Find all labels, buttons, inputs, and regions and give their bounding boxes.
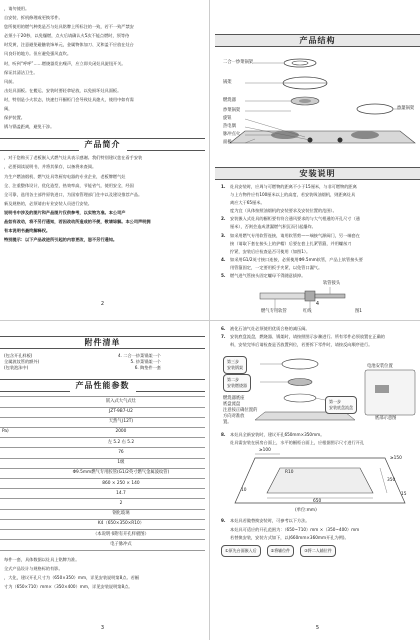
dim-150: ≥150 xyxy=(390,456,402,462)
label-orientation-note: 注意按正确位置的 xyxy=(223,408,258,414)
safety-line: ，请勿使用。 xyxy=(4,6,30,11)
spec-label xyxy=(0,540,37,550)
section-title: 安装说明 xyxy=(294,168,342,180)
safety-line: 您所使用的燃气种类是否与灶具铭牌上所标注的一致，若不一致严禁安 xyxy=(4,24,134,30)
install-step: 厘米），否则会造成泄漏燃气积沉而引起爆炸。 xyxy=(230,224,316,230)
intro-line: 新及规格的，必须请由专业安装人员进行安装。 xyxy=(4,200,92,206)
spec-label xyxy=(0,458,37,468)
spec-row xyxy=(0,417,205,427)
install-step: 若替换安装，安装方式如下，以(660mm×360mm开孔为例)。 xyxy=(230,534,349,540)
install-step: 离应大于65厘米。 xyxy=(230,200,265,206)
figure-label: 图1 xyxy=(355,309,363,315)
page-4 xyxy=(215,0,420,316)
spec-label xyxy=(0,479,37,489)
section-title: 产品性能参数 xyxy=(70,380,136,392)
safety-line: 自安装、拆机修理或更换零件。 xyxy=(4,15,63,21)
swap-note: ③将二人辅位件 xyxy=(300,545,336,557)
step-8 xyxy=(215,432,420,446)
accessory-row: (包含开孔样板) 4. 二合一炒菜锅架一个 xyxy=(4,353,161,358)
dim-350: 350 xyxy=(387,478,396,484)
section-header-accessories xyxy=(0,336,205,349)
spec-row xyxy=(0,448,205,458)
label-orientation-note: 方向对准放 xyxy=(223,414,245,420)
safety-line: 时发黄，注意避免碰触装饰单元，金属物体加刀、叉和盖不应放在灶台 xyxy=(4,42,134,48)
label-right-wok-support: 炒菜锅架 xyxy=(397,106,415,111)
spec-value: 2 xyxy=(37,499,205,509)
intro-line: 全、注重整体设计，优化造型，热效率高，节能省气，使用安全，经国 xyxy=(4,182,134,188)
install-step: 3. 如采用燃气专用软管连接，请用软管剪——端接气源阀门，另一端套在 xyxy=(221,232,360,238)
spec-footnotes xyxy=(0,557,205,590)
bold-note: 有本说明书最终解释权。 xyxy=(4,228,51,234)
structure-diagram xyxy=(215,51,420,163)
spec-value: 2000 xyxy=(37,427,205,437)
page-number: 4 xyxy=(315,300,320,307)
section-title: 附件清单 xyxy=(79,337,127,349)
intro-line: 为生产燃油烟机、燃气灶具等厨房电器的专业企业，老板牌燃气灶 xyxy=(4,173,126,179)
callout-step1: 第一步 安装底盘流盘 xyxy=(325,396,357,414)
spec-row xyxy=(0,397,205,407)
spec-value: 钢化玻璃 xyxy=(37,509,205,519)
label-pot-support: 锅架 xyxy=(223,80,232,85)
spec-value: 14.7 xyxy=(37,489,205,499)
page-number: 2 xyxy=(100,300,105,307)
install-steps xyxy=(215,184,420,279)
bold-note: 说明书中涉及的图片和产品图片仅供参考，以实物为准。本公司产 xyxy=(4,209,126,215)
spec-row xyxy=(0,438,205,448)
install-step: 度为宜（具体按照油烟机的安装要求及安装位置的范围）。 xyxy=(230,208,337,214)
dim-10: 10 xyxy=(241,488,247,494)
intro-text xyxy=(0,155,205,243)
safety-line: 风前。 xyxy=(4,78,17,84)
spec-value: 天然气(12T) xyxy=(37,417,205,427)
swap-notes xyxy=(215,543,420,559)
section-title: 产品结构 xyxy=(294,35,342,47)
structure-illustration xyxy=(215,51,420,163)
bold-note: 品如有改动，将不另行通知，若因改动所造成的不便，敬请谅解。本公司声明拥 xyxy=(4,218,151,224)
install-step: 7. 安装底盘流盘，燃烧器、锅架时，请按照图示步骤进行。所有零件必须放置在正确的 xyxy=(221,334,385,340)
footnote: ，大化，建议开孔尺寸为（650×350）mm，详见安装说明第8点。若橱 xyxy=(4,574,140,580)
bold-note: 特别提示：以下产品改进所引起的内容更改，恕不另行通知。 xyxy=(4,237,118,243)
safety-line: 必须小于20秒，以免爆燃，点火后请确认火5次不能点燃时，须等待 xyxy=(4,33,130,39)
install-step: 8. 本灶具全新安装时，建议开孔650mm×350mm。 xyxy=(221,432,325,438)
page-3 xyxy=(0,324,205,640)
label-panel: 面板 xyxy=(223,140,232,145)
install-step: 1. 灶具安装时，应周与可燃物的距离不小于15厘米，与非可燃物的距离 xyxy=(221,184,357,189)
install-step: 4. 如采用G1/2英寸接口连接，必须使用Φ9.5mm软管，产品上软管接头要 xyxy=(221,256,363,262)
label-hose-connector: 软管接头 xyxy=(323,281,341,287)
intro-line: 全可靠，选用各主部件原装进口，为国家管理部门住中以及建设推荐产品。 xyxy=(4,191,143,197)
safety-line: 保证其清洁卫生。 xyxy=(4,69,38,75)
hose-figure xyxy=(255,281,420,316)
install-step: 本灶具可适应的开孔范围为：（650~710）mm ×（350~400）mm xyxy=(230,526,360,532)
install-step: 与上方物件应有100厘米以上的高度，若安装吸油烟机，则距离灶具 xyxy=(230,192,356,198)
dim-100: ≥100 xyxy=(259,448,271,454)
safety-line: 保护装置。 xyxy=(4,115,25,121)
swap-note: ①原先台面嵌入后 xyxy=(221,545,261,557)
label-wok-support: 炒菜锅架 xyxy=(223,108,241,113)
label-wok-ring: 二合一炒菜锅架 xyxy=(223,60,254,65)
install-step: 料，安装完毕后请检查是否放置到位，若要拆下零件时，请按反向顺序进行。 xyxy=(230,342,373,348)
install-step: 6. 液化石油气灶必须使用优质合格的减压阀。 xyxy=(221,326,310,331)
spec-row xyxy=(0,540,205,550)
label-battery-position: 电池安装位置 xyxy=(367,364,393,370)
install-step: 2. 安装嵌入式灶具的橱柜要有符合通风要求的与大气相通的开孔尺寸（通 xyxy=(221,216,360,222)
spec-label xyxy=(0,519,37,529)
footnote: 每件一套，具体数据以灶具上铭牌为准。 xyxy=(4,556,80,562)
safety-line: 风良好的地方。但应避免强风直吹。 xyxy=(4,51,72,57)
spec-label xyxy=(0,489,37,499)
label-thermocouple: 热电偶 xyxy=(223,124,236,129)
step-9 xyxy=(215,518,420,540)
page-number: 5 xyxy=(315,624,320,631)
spec-label xyxy=(0,397,37,407)
page-5 xyxy=(215,324,420,640)
section-title: 产品简介 xyxy=(79,139,127,151)
spec-row xyxy=(0,407,205,417)
spec-label xyxy=(0,468,37,478)
safety-line: 时，听到“呼呼”……燃烧器发出噪声，应立即关闭灶具旋钮开关。 xyxy=(4,60,126,66)
safety-line: 击灶具面板。在搬运、安装时要轻拿轻放，以免损坏灶具面板。 xyxy=(4,87,122,93)
spec-row xyxy=(0,509,205,519)
dim-r10: R10 xyxy=(285,470,294,476)
spec-label xyxy=(0,509,37,519)
steps-top xyxy=(215,324,420,348)
spec-value: 嵌入式大气式灶 xyxy=(37,397,205,407)
install-step: 9. 本灶具若做替换安装时，可参考以下方法。 xyxy=(221,518,310,524)
safety-notes xyxy=(0,0,205,130)
label-gas-hose: 燃气专用软管 xyxy=(261,309,287,315)
spec-value: JZT-9B7-U2 xyxy=(37,407,205,417)
spec-row xyxy=(0,489,205,499)
install-step: 拧紧，安装后应检查是否可使用（如图1）。 xyxy=(230,248,311,254)
label-orientation-note: 置。 xyxy=(223,420,232,426)
spec-row xyxy=(0,458,205,468)
spec-row xyxy=(0,479,205,489)
page-number: 3 xyxy=(100,624,105,631)
label-knob: 旋钮 xyxy=(223,116,232,121)
intro-line: ，对于您购买了老板嵌入式燃气灶具表示感谢。我们特别建议您在看手安装 xyxy=(4,155,143,161)
label-burner: 燃烧器 xyxy=(223,98,236,103)
spec-row xyxy=(0,468,205,478)
spec-label: Pa) xyxy=(0,427,37,437)
footnote: 全式产品设计与规格标的有影。 xyxy=(4,565,63,571)
specs-table xyxy=(0,396,205,550)
spec-row xyxy=(0,499,205,509)
spec-label xyxy=(0,407,37,417)
spec-value: K4（650×350×R10） xyxy=(37,519,205,529)
section-header-specs xyxy=(0,379,205,392)
spec-row xyxy=(0,519,205,529)
dims-unit: (单位:mm) xyxy=(295,508,317,514)
spec-row xyxy=(0,530,205,540)
label-red-line: 红线 xyxy=(303,309,312,315)
install-step: 5. 燃气进气管接头固定螺母不得随意拔掉。 xyxy=(221,273,306,279)
install-step: 灶具需安装在厨房台面上，水平的橱柜台面上，应根据图示尺寸进行开孔 xyxy=(230,440,365,446)
spec-value: 860 × 250 × 140 xyxy=(37,479,205,489)
accessory-row: 全属波纹管的额外) 5. 炒菜锅架一个 xyxy=(4,359,161,365)
accessory-list xyxy=(0,353,205,371)
section-header-intro xyxy=(0,138,205,151)
callout-step3: 第三步 安装锅架 xyxy=(223,356,247,374)
spec-value: Φ9.5mm燃气专用胶管(G1/2英寸燃气金属波纹管) xyxy=(37,468,205,478)
spec-value: 左 5.2 右 5.2 xyxy=(37,438,205,448)
section-header-structure xyxy=(215,34,420,47)
swap-note: ②将辅位件 xyxy=(267,545,295,557)
spec-value: 1级 xyxy=(37,458,205,468)
label-ignition: 脉冲点火 xyxy=(223,132,241,137)
safety-line: 时，特别是小火状态，快速打开橱柜门会导致灶具熄火，使用中如有需 xyxy=(4,96,134,102)
safety-line: 锅与锅盖距离，避免干涉。 xyxy=(4,124,55,130)
spec-value: 76 xyxy=(37,448,205,458)
spec-value: （本说明书附有开孔样板图） xyxy=(37,530,205,540)
dim-650: 650 xyxy=(313,499,322,505)
spec-label xyxy=(0,417,37,427)
cutout-diagram xyxy=(215,448,420,518)
install-step: 用管箍固定，一定要用扳手夹紧，以免管口漏气。 xyxy=(230,264,323,270)
callout-step2: 第二步 安装燃烧器 xyxy=(223,374,251,392)
intro-line: ，必要阅读说明书，并将其保存，以备将来查阅。 xyxy=(4,164,97,170)
assembly-diagram xyxy=(215,350,420,432)
accessory-row: (包装泡沫中) 6. 陶垫件一套 xyxy=(4,365,161,371)
spec-row xyxy=(0,427,205,437)
page-divider-horizontal xyxy=(0,320,420,321)
install-step: 接（请取下套在接头上的护帽）后要在套上扎紧管箍，并用螺丝刀 xyxy=(230,240,352,246)
spec-label xyxy=(0,438,37,448)
label-burner-base: 燃烧器底座 xyxy=(223,396,245,402)
safety-line: 阀， xyxy=(4,106,13,112)
spec-label xyxy=(0,530,37,540)
section-header-install xyxy=(215,167,420,180)
label-bottom-view: 底部示意图 xyxy=(375,416,397,422)
spec-label xyxy=(0,448,37,458)
page-2 xyxy=(0,0,205,316)
footnote: 寸为（650×710）mm×（350×400）mm，详见安装说明第8点。 xyxy=(4,583,133,589)
spec-label xyxy=(0,499,37,509)
spec-value: 电子脉冲式 xyxy=(37,540,205,550)
label-drip-tray: 底盘流盘 xyxy=(223,402,241,408)
dim-15: 15 xyxy=(401,492,407,498)
